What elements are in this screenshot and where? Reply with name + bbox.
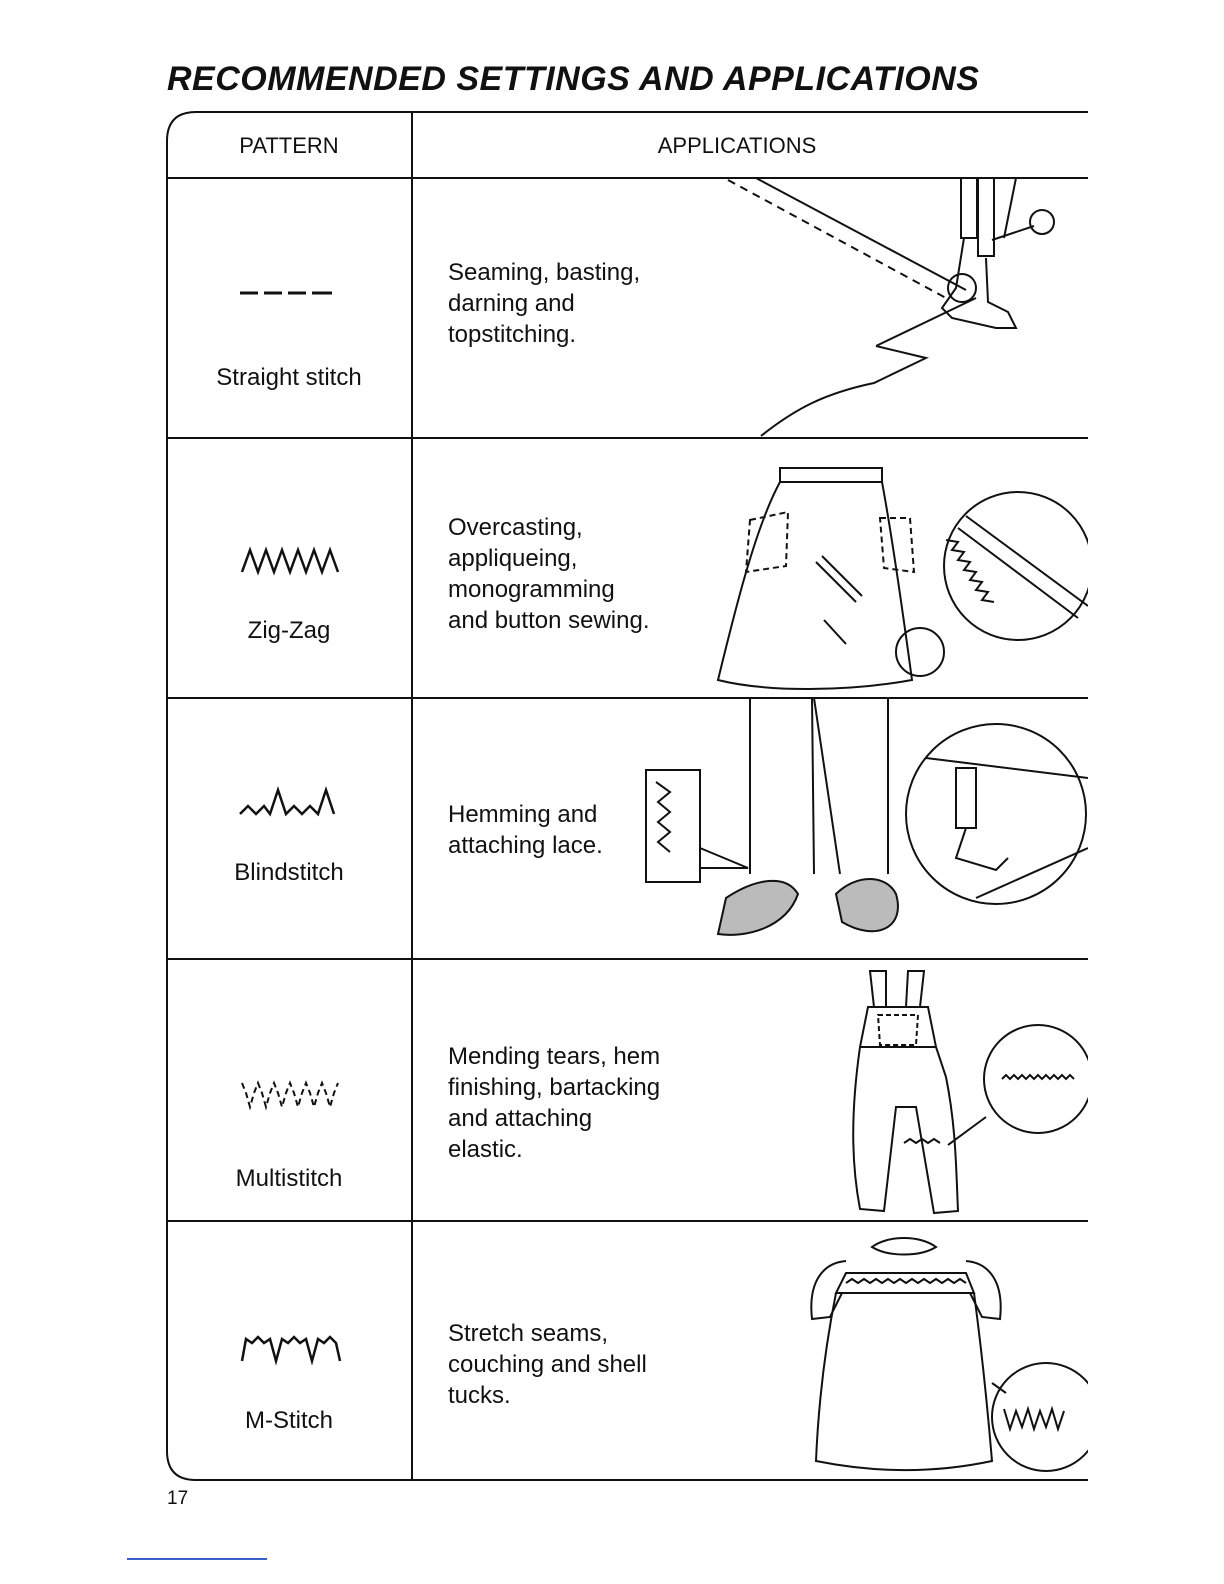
pattern-name: Zig-Zag — [247, 617, 331, 644]
pattern-name: Straight stitch — [216, 364, 362, 391]
table-row — [166, 959, 1088, 1219]
application-text: Seaming, basting, darning and topstitching. — [448, 259, 641, 348]
settings-table — [166, 111, 1088, 1481]
overalls-illustration — [816, 967, 1088, 1219]
dress-illustration — [796, 1233, 1088, 1481]
blindstitch-icon — [226, 784, 352, 820]
application-text: Mending tears, hem finishing, bartacking and attaching elastic. — [448, 1043, 661, 1163]
link-underline — [127, 1558, 267, 1560]
pattern-name: Blindstitch — [234, 859, 344, 886]
m-stitch-icon — [226, 1329, 352, 1369]
table-row — [166, 438, 1088, 698]
table-row — [166, 1221, 1088, 1481]
applications-column-header: APPLICATIONS — [657, 133, 817, 158]
pattern-name: M-Stitch — [244, 1407, 333, 1434]
table-row — [166, 178, 1088, 438]
skirt-illustration — [706, 446, 1088, 696]
page-number: 17 — [167, 1488, 189, 1509]
table-row — [166, 698, 1088, 958]
trousers-hem-illustration — [636, 698, 1088, 958]
pattern-name: Multistitch — [235, 1165, 343, 1192]
application-text: Stretch seams, couching and shell tucks. — [448, 1320, 647, 1409]
presser-foot-illustration — [716, 178, 1088, 438]
application-text: Overcasting, appliqueing, monogramming and button sewing. — [448, 514, 650, 634]
straight-stitch-icon — [226, 278, 352, 308]
page-title: RECOMMENDED SETTINGS AND APPLICATIONS — [167, 60, 980, 98]
multistitch-icon — [226, 1071, 352, 1111]
pattern-column-header: PATTERN — [239, 133, 339, 158]
application-text: Hemming and attaching lace. — [448, 801, 603, 859]
zigzag-stitch-icon — [226, 540, 352, 580]
